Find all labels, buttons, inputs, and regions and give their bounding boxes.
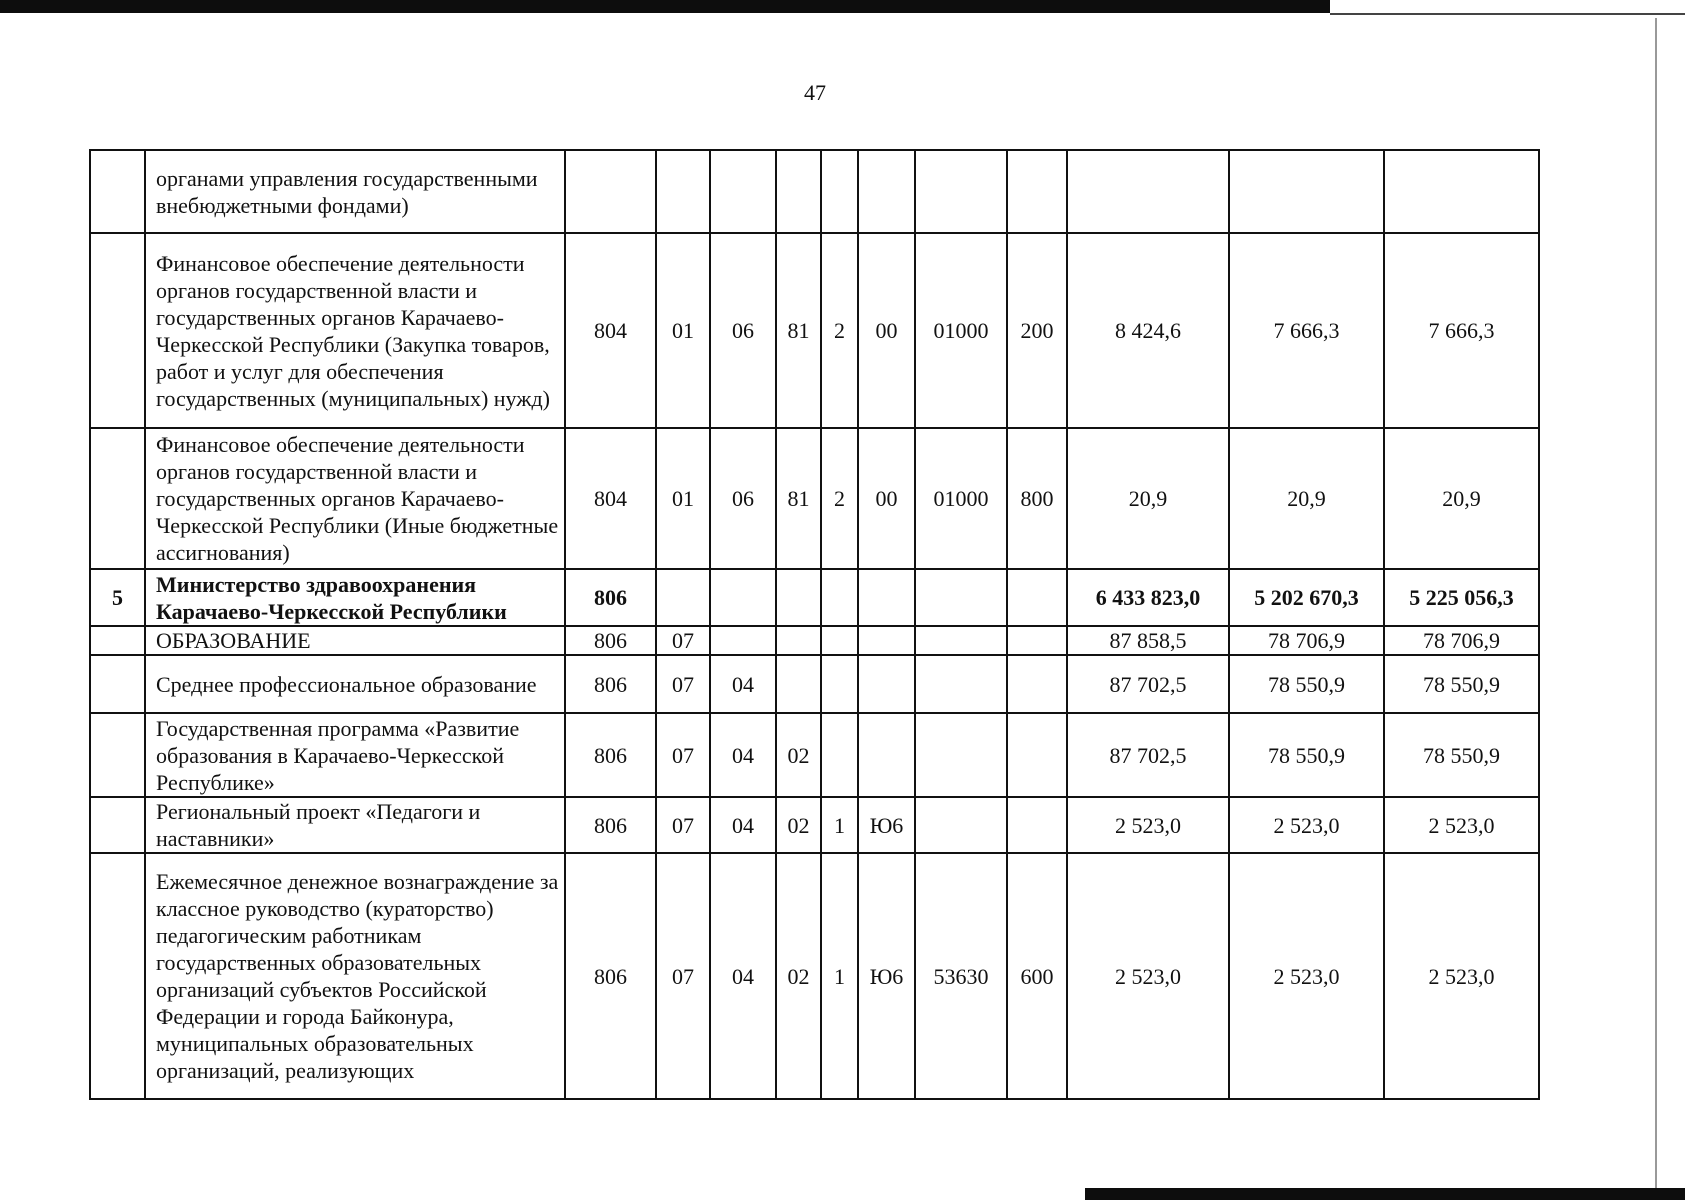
- ved-code-cell: 806: [565, 569, 656, 626]
- event-code-cell: [858, 713, 915, 797]
- program-code-cell: [776, 626, 821, 655]
- event-code-cell: [858, 569, 915, 626]
- row-name-cell: органами управления государственными внебюджетными фондами): [145, 150, 565, 233]
- program-code-cell: [776, 150, 821, 233]
- row-number-cell: [90, 713, 145, 797]
- sum-year-3-cell: 2 523,0: [1384, 797, 1539, 853]
- sum-year-2-cell: 78 706,9: [1229, 626, 1384, 655]
- scan-border-top: [0, 0, 1330, 13]
- section-code-cell: 01: [656, 428, 710, 569]
- sum-year-2-cell: 5 202 670,3: [1229, 569, 1384, 626]
- subprogram-code-cell: [821, 713, 858, 797]
- row-name-cell: Ежемесячное денежное вознаграждение за классное руководство (кураторство) педагогическим работникам государственных образовательных организаций субъектов Российской Федерации и города Байконура, муниципальных образовательных организаций, реализующих: [145, 853, 565, 1099]
- ved-code-cell: [565, 150, 656, 233]
- budget-table-body: [90, 150, 1539, 1099]
- sum-year-2-cell: 78 550,9: [1229, 713, 1384, 797]
- program-code-cell: 02: [776, 853, 821, 1099]
- table-row: [90, 569, 1539, 626]
- subprogram-code-cell: 1: [821, 797, 858, 853]
- sum-year-1-cell: 8 424,6: [1067, 233, 1229, 428]
- subsection-code-cell: [710, 626, 776, 655]
- table-row: [90, 626, 1539, 655]
- sum-year-3-cell: 78 550,9: [1384, 713, 1539, 797]
- sum-year-1-cell: 6 433 823,0: [1067, 569, 1229, 626]
- row-name-cell: Финансовое обеспечение деятельности органов государственной власти и государственных органов Карачаево-Черкесской Республики (Закупка товаров, работ и услуг для обеспечения государственных (муниципальных) нужд): [145, 233, 565, 428]
- sum-year-1-cell: 2 523,0: [1067, 797, 1229, 853]
- table-row: [90, 150, 1539, 233]
- program-code-cell: 02: [776, 713, 821, 797]
- row-number-cell: [90, 626, 145, 655]
- section-code-cell: [656, 569, 710, 626]
- sum-year-3-cell: 2 523,0: [1384, 853, 1539, 1099]
- row-number-cell: [90, 853, 145, 1099]
- sum-year-3-cell: 78 706,9: [1384, 626, 1539, 655]
- subsection-code-cell: 06: [710, 428, 776, 569]
- row-number-cell: 5: [90, 569, 145, 626]
- expense-type-cell: [1007, 713, 1067, 797]
- subsection-code-cell: 06: [710, 233, 776, 428]
- row-name-cell: Государственная программа «Развитие образования в Карачаево-Черкесской Республике»: [145, 713, 565, 797]
- subprogram-code-cell: [821, 626, 858, 655]
- section-code-cell: 01: [656, 233, 710, 428]
- sum-year-1-cell: 2 523,0: [1067, 853, 1229, 1099]
- row-number-cell: [90, 655, 145, 713]
- ved-code-cell: 806: [565, 797, 656, 853]
- subsection-code-cell: 04: [710, 713, 776, 797]
- direction-code-cell: [915, 797, 1007, 853]
- table-row: [90, 713, 1539, 797]
- program-code-cell: 81: [776, 233, 821, 428]
- expense-type-cell: [1007, 797, 1067, 853]
- sum-year-1-cell: 87 858,5: [1067, 626, 1229, 655]
- table-row: [90, 797, 1539, 853]
- sum-year-3-cell: [1384, 150, 1539, 233]
- scan-border-right: [1655, 18, 1657, 1198]
- subprogram-code-cell: [821, 569, 858, 626]
- expense-type-cell: [1007, 150, 1067, 233]
- expense-type-cell: [1007, 626, 1067, 655]
- sum-year-3-cell: 78 550,9: [1384, 655, 1539, 713]
- table-row: [90, 853, 1539, 1099]
- event-code-cell: Ю6: [858, 797, 915, 853]
- event-code-cell: 00: [858, 428, 915, 569]
- table-row: [90, 233, 1539, 428]
- program-code-cell: [776, 569, 821, 626]
- ved-code-cell: 806: [565, 626, 656, 655]
- sum-year-2-cell: [1229, 150, 1384, 233]
- sum-year-1-cell: 87 702,5: [1067, 655, 1229, 713]
- ved-code-cell: 806: [565, 655, 656, 713]
- sum-year-1-cell: 87 702,5: [1067, 713, 1229, 797]
- direction-code-cell: [915, 626, 1007, 655]
- row-number-cell: [90, 797, 145, 853]
- event-code-cell: Ю6: [858, 853, 915, 1099]
- subsection-code-cell: [710, 150, 776, 233]
- event-code-cell: [858, 626, 915, 655]
- expense-type-cell: [1007, 655, 1067, 713]
- sum-year-2-cell: 2 523,0: [1229, 797, 1384, 853]
- subprogram-code-cell: 1: [821, 853, 858, 1099]
- ved-code-cell: 806: [565, 853, 656, 1099]
- subsection-code-cell: [710, 569, 776, 626]
- row-number-cell: [90, 233, 145, 428]
- sum-year-2-cell: 7 666,3: [1229, 233, 1384, 428]
- program-code-cell: [776, 655, 821, 713]
- program-code-cell: 02: [776, 797, 821, 853]
- table-row: [90, 655, 1539, 713]
- row-number-cell: [90, 150, 145, 233]
- ved-code-cell: 804: [565, 233, 656, 428]
- sum-year-3-cell: 5 225 056,3: [1384, 569, 1539, 626]
- section-code-cell: 07: [656, 797, 710, 853]
- sum-year-1-cell: 20,9: [1067, 428, 1229, 569]
- table-row: [90, 428, 1539, 569]
- event-code-cell: 00: [858, 233, 915, 428]
- page-number: 47: [804, 80, 826, 105]
- sum-year-1-cell: [1067, 150, 1229, 233]
- subsection-code-cell: 04: [710, 655, 776, 713]
- section-code-cell: 07: [656, 713, 710, 797]
- budget-table: [89, 149, 1540, 1100]
- row-name-cell: Министерство здравоохранения Карачаево-Черкесской Республики: [145, 569, 565, 626]
- direction-code-cell: [915, 569, 1007, 626]
- subsection-code-cell: 04: [710, 797, 776, 853]
- event-code-cell: [858, 150, 915, 233]
- section-code-cell: 07: [656, 626, 710, 655]
- section-code-cell: 07: [656, 655, 710, 713]
- sum-year-2-cell: 2 523,0: [1229, 853, 1384, 1099]
- direction-code-cell: [915, 655, 1007, 713]
- sum-year-3-cell: 20,9: [1384, 428, 1539, 569]
- scan-border-top-thin: [1330, 13, 1685, 15]
- subsection-code-cell: 04: [710, 853, 776, 1099]
- sum-year-2-cell: 78 550,9: [1229, 655, 1384, 713]
- ved-code-cell: 804: [565, 428, 656, 569]
- row-name-cell: Среднее профессиональное образование: [145, 655, 565, 713]
- sum-year-2-cell: 20,9: [1229, 428, 1384, 569]
- direction-code-cell: 53630: [915, 853, 1007, 1099]
- scan-border-bottom: [1085, 1188, 1685, 1200]
- direction-code-cell: [915, 713, 1007, 797]
- expense-type-cell: 600: [1007, 853, 1067, 1099]
- event-code-cell: [858, 655, 915, 713]
- subprogram-code-cell: 2: [821, 428, 858, 569]
- direction-code-cell: [915, 150, 1007, 233]
- row-name-cell: Региональный проект «Педагоги и наставники»: [145, 797, 565, 853]
- ved-code-cell: 806: [565, 713, 656, 797]
- expense-type-cell: [1007, 569, 1067, 626]
- sum-year-3-cell: 7 666,3: [1384, 233, 1539, 428]
- expense-type-cell: 800: [1007, 428, 1067, 569]
- subprogram-code-cell: [821, 150, 858, 233]
- expense-type-cell: 200: [1007, 233, 1067, 428]
- subprogram-code-cell: [821, 655, 858, 713]
- direction-code-cell: 01000: [915, 233, 1007, 428]
- row-name-cell: Финансовое обеспечение деятельности органов государственной власти и государственных органов Карачаево-Черкесской Республики (Иные бюджетные ассигнования): [145, 428, 565, 569]
- row-name-cell: ОБРАЗОВАНИЕ: [145, 626, 565, 655]
- subprogram-code-cell: 2: [821, 233, 858, 428]
- program-code-cell: 81: [776, 428, 821, 569]
- section-code-cell: [656, 150, 710, 233]
- row-number-cell: [90, 428, 145, 569]
- section-code-cell: 07: [656, 853, 710, 1099]
- direction-code-cell: 01000: [915, 428, 1007, 569]
